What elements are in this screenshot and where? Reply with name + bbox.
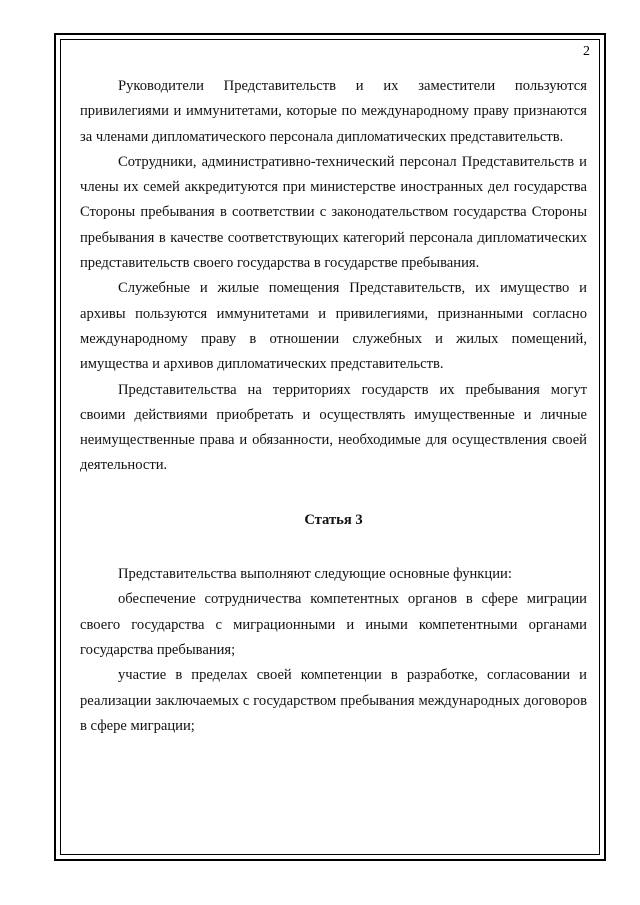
article-heading: Статья 3 — [304, 511, 363, 528]
page-number: 2 — [583, 44, 590, 59]
paragraph-function-treaties: участие в пределах своей компетенции в разработке, согласовании и реализации заключаемых с государством пребывания международных договоров в сфере миграции; — [80, 667, 587, 734]
paragraph-property-rights: Представительства на территориях государств их пребывания могут своими действиями приобретать и осуществлять имущественные и личные неимущественные права и обязанности, необходимые для осуществления своей деятельности. — [80, 381, 587, 474]
paragraph-function-cooperation: обеспечение сотрудничества компетентных органов в сфере миграции своего государства с миграционными и иными компетентными органами государства пребывания; — [80, 591, 587, 658]
paragraph-functions-intro: Представительства выполняют следующие основные функции: — [118, 566, 512, 583]
paragraph-premises-immunities: Служебные и жилые помещения Представительств, их имущество и архивы пользуются иммунитетами и привилегиями, признанными согласно международному праву в отношении служебных и жилых помещений, имущества и архивов дипломатических представительств. — [80, 280, 587, 373]
paragraph-staff-accreditation: Сотрудники, административно-технический персонал Представительств и члены их семей аккредитуются при министерстве иностранных дел государства Стороны пребывания в соответствии с законодательством государства Стороны пребывания в качестве соответствующих категорий персонала дипломатических представительств своего государства в государстве пребывания. — [80, 153, 587, 272]
document-body — [80, 74, 587, 739]
paragraph-heads-privileges: Руководители Представительств и их заместители пользуются привилегиями и иммунитетами, которые по международному праву признаются за членами дипломатического персонала дипломатических представительств. — [80, 78, 587, 145]
